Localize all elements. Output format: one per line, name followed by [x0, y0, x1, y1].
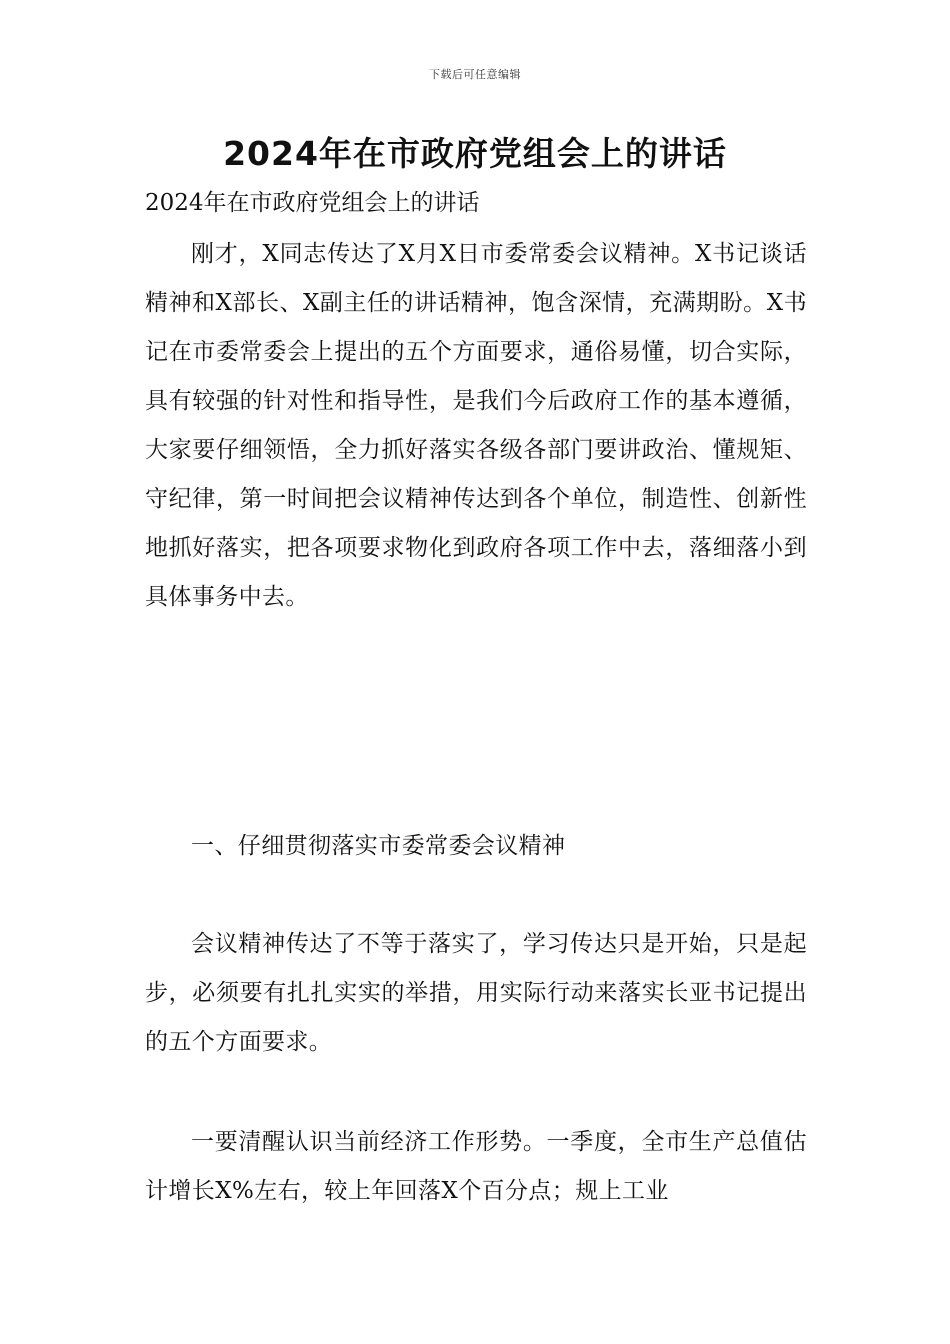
document-title: 2024年在市政府党组会上的讲话 [223, 134, 727, 173]
paragraph-economic-situation: 一要清醒认识当前经济工作形势。一季度，全市生产总值估计增长X%左右，较上年回落X个百分点；规上工业 [145, 1129, 807, 1204]
header-note: 下载后可任意编辑 [429, 68, 521, 81]
paragraph-meeting-spirit: 会议精神传达了不等于落实了，学习传达只是开始，只是起步，必须要有扎扎实实的举措，用实际行动来落实长亚书记提出的五个方面要求。 [145, 931, 807, 1055]
document-subtitle: 2024年在市政府党组会上的讲话 [145, 190, 480, 216]
section-heading-1: 一、仔细贯彻落实市委常委会议精神 [191, 833, 566, 859]
paragraph-intro: 刚才，X同志传达了X月X日市委常委会议精神。X书记谈话精神和X部长、X副主任的讲话精神，饱含深情，充满期盼。X书记在市委常委会上提出的五个方面要求，通俗易懂，切合实际，具有较强的针对性和指导性，是我们今后政府工作的基本遵循，大家要仔细领悟，全力抓好落实各级各部门要讲政治、懂规矩、守纪律，第一时间把会议精神传达到各个单位，制造性、创新性地抓好落实，把各项要求物化到政府各项工作中去，落细落小到具体事务中去。 [145, 241, 807, 610]
